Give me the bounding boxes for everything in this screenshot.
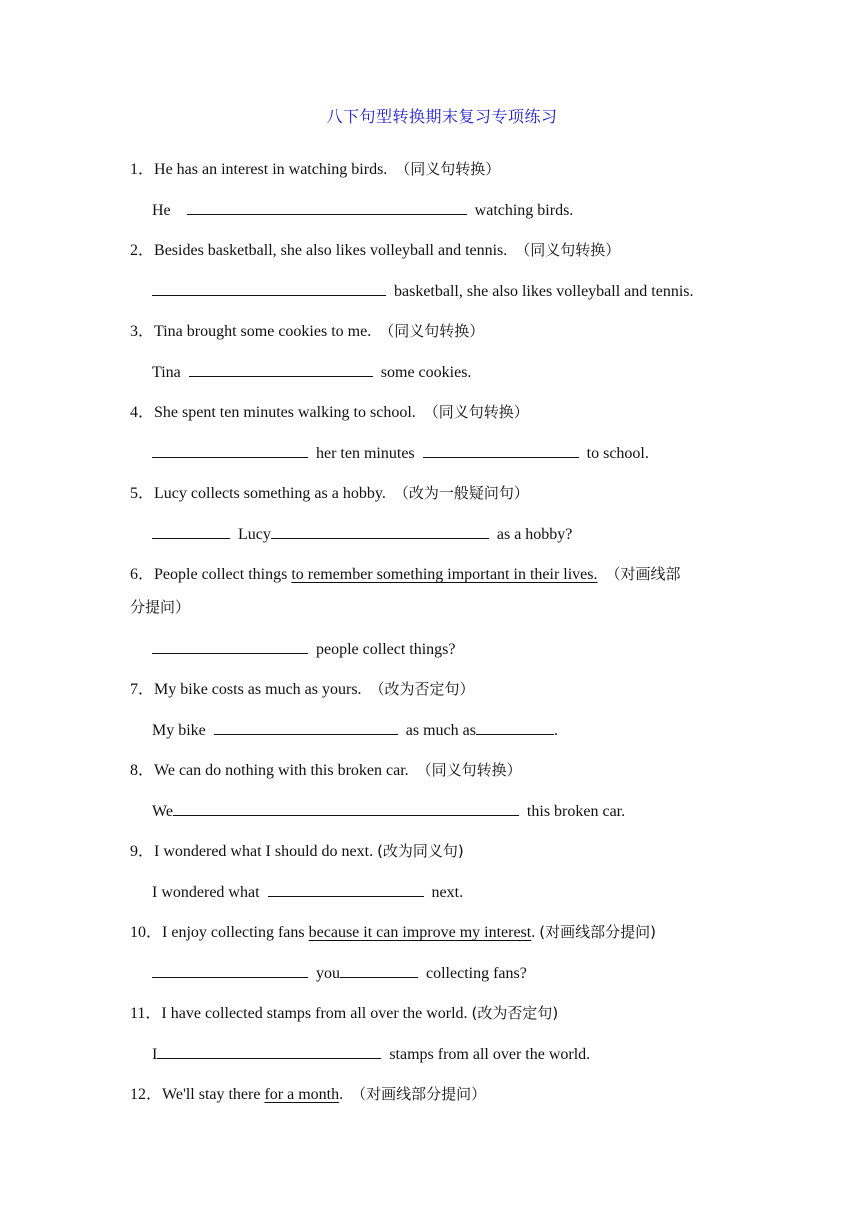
question-number: 3． [130, 323, 155, 340]
question-text: We can do nothing with this broken car. [154, 762, 409, 779]
underlined-part: for a month [264, 1086, 340, 1103]
question-text-tail: . [339, 1086, 344, 1103]
answer-text: . [553, 722, 558, 739]
answer-text: He [152, 202, 171, 219]
answer-line-7 [152, 719, 558, 742]
question-number: 5． [130, 485, 155, 502]
answer-blank[interactable] [152, 638, 308, 654]
answer-text: We [152, 803, 173, 820]
question-7 [130, 678, 475, 701]
question-text-tail: . [531, 924, 536, 941]
answer-blank[interactable] [152, 523, 230, 539]
question-hint: （同义句转换） [423, 403, 529, 421]
answer-text: people collect things? [316, 641, 456, 658]
answer-blank[interactable] [152, 962, 308, 978]
answer-text: I wondered what [152, 884, 260, 901]
question-text: I enjoy collecting fans [162, 924, 305, 941]
answer-text: I [152, 1046, 158, 1063]
question-text: Lucy collects something as a hobby. [154, 485, 386, 502]
answer-line-4 [152, 442, 649, 465]
answer-text: as much as [405, 722, 476, 739]
question-4 [130, 401, 529, 424]
answer-text: you [316, 965, 340, 982]
answer-line-11 [152, 1043, 590, 1066]
question-hint: (对画线部分提问) [539, 923, 656, 941]
answer-blank[interactable] [476, 719, 554, 735]
question-number: 10． [130, 924, 163, 941]
answer-line-3 [152, 361, 471, 384]
question-number: 8． [130, 762, 155, 779]
question-text: Besides basketball, she also likes volleyball and tennis. [154, 242, 508, 259]
question-6 [130, 563, 681, 586]
question-hint: (改为同义句) [377, 842, 464, 860]
question-hint: （同义句转换） [515, 241, 621, 259]
question-hint: （对画线部分提问） [351, 1085, 487, 1103]
answer-line-5 [152, 523, 572, 546]
answer-text: this broken car. [526, 803, 626, 820]
question-text: I wondered what I should do next. [154, 843, 374, 860]
answer-text: My bike [152, 722, 206, 739]
question-hint: （改为否定句） [369, 680, 475, 698]
question-number: 7． [130, 681, 155, 698]
answer-blank[interactable] [189, 361, 373, 377]
question-number: 9． [130, 843, 155, 860]
answer-line-2 [152, 280, 694, 303]
question-number: 6． [130, 566, 155, 583]
question-10 [130, 921, 656, 944]
question-text: Tina brought some cookies to me. [154, 323, 372, 340]
answer-text: to school. [586, 445, 649, 462]
question-2 [130, 239, 620, 262]
question-hint-continued: 分提问） [130, 598, 191, 616]
question-number: 2． [130, 242, 155, 259]
answer-blank[interactable] [423, 442, 579, 458]
question-8 [130, 759, 522, 782]
answer-text: stamps from all over the world. [389, 1046, 591, 1063]
answer-text: Tina [152, 364, 181, 381]
answer-text: some cookies. [380, 364, 472, 381]
answer-blank[interactable] [173, 800, 519, 816]
question-5 [130, 482, 529, 505]
answer-text: Lucy [238, 526, 271, 543]
page-title: 八下句型转换期末复习专项练习 [326, 107, 558, 126]
answer-line-10 [152, 962, 527, 985]
question-9 [130, 840, 464, 863]
question-hint: （同义句转换） [379, 322, 485, 340]
answer-blank[interactable] [268, 881, 424, 897]
answer-line-6 [152, 638, 456, 661]
answer-line-8 [152, 800, 625, 823]
question-text: People collect things [154, 566, 288, 583]
answer-line-9 [152, 881, 463, 904]
question-3 [130, 320, 484, 343]
question-text: He has an interest in watching birds. [154, 161, 388, 178]
question-text: I have collected stamps from all over the world. [161, 1005, 468, 1022]
answer-line-1 [152, 199, 573, 222]
question-number: 4． [130, 404, 155, 421]
answer-text: her ten minutes [316, 445, 415, 462]
answer-blank[interactable] [340, 962, 418, 978]
underlined-part: to remember something important in their lives. [291, 566, 598, 583]
question-hint: （同义句转换） [395, 160, 501, 178]
question-12 [130, 1083, 486, 1106]
question-hint: （同义句转换） [416, 761, 522, 779]
answer-blank[interactable] [152, 280, 386, 296]
answer-blank[interactable] [187, 199, 467, 215]
answer-text: collecting fans? [426, 965, 527, 982]
answer-blank[interactable] [152, 442, 308, 458]
question-number: 1． [130, 161, 155, 178]
question-text: She spent ten minutes walking to school. [154, 404, 416, 421]
question-text: We'll stay there [162, 1086, 261, 1103]
question-6-wrap [130, 596, 190, 619]
question-hint: （对画线部 [605, 565, 681, 583]
question-hint: (改为否定句) [471, 1004, 559, 1022]
question-hint: （改为一般疑问句） [393, 484, 529, 502]
question-1 [130, 158, 500, 181]
question-number: 11． [130, 1005, 162, 1022]
answer-blank[interactable] [157, 1043, 381, 1059]
question-number: 12． [130, 1086, 163, 1103]
answer-blank[interactable] [271, 523, 489, 539]
answer-text: next. [431, 884, 464, 901]
underlined-part: because it can improve my interest [308, 924, 532, 941]
question-11 [130, 1002, 558, 1025]
answer-text: as a hobby? [496, 526, 573, 543]
answer-text: basketball, she also likes volleyball and tennis. [394, 283, 694, 300]
question-text: My bike costs as much as yours. [154, 681, 362, 698]
answer-blank[interactable] [214, 719, 398, 735]
answer-text: watching birds. [474, 202, 574, 219]
